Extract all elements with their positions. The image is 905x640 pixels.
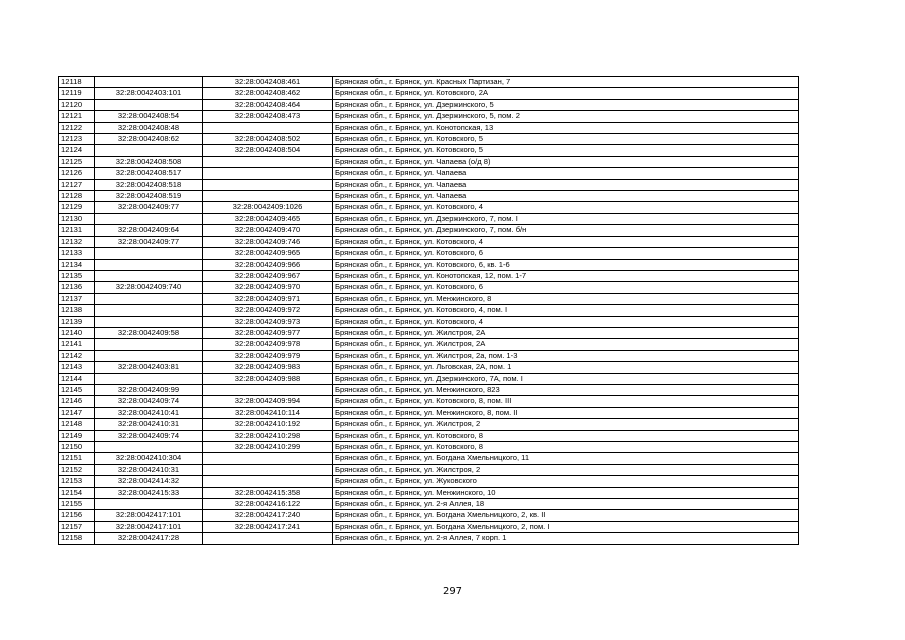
table-row bbox=[59, 521, 799, 532]
table-row bbox=[59, 202, 799, 213]
row-number-cell: 12122 bbox=[59, 122, 95, 133]
table-row bbox=[59, 179, 799, 190]
cadastral-number-cell: 32:28:0042408:62 bbox=[95, 134, 203, 145]
table-row bbox=[59, 362, 799, 373]
table-row bbox=[59, 510, 799, 521]
cadastral-number-cell bbox=[203, 464, 333, 475]
cadastral-number-cell: 32:28:0042409:972 bbox=[203, 305, 333, 316]
table-row bbox=[59, 111, 799, 122]
row-number-cell: 12125 bbox=[59, 156, 95, 167]
cadastral-number-cell bbox=[203, 384, 333, 395]
cadastral-number-cell bbox=[203, 191, 333, 202]
cadastral-number-cell: 32:28:0042409:58 bbox=[95, 327, 203, 338]
table-row bbox=[59, 533, 799, 544]
row-number-cell: 12131 bbox=[59, 225, 95, 236]
cadastral-number-cell: 32:28:0042409:970 bbox=[203, 282, 333, 293]
cadastral-number-cell: 32:28:0042410:192 bbox=[203, 419, 333, 430]
cadastral-number-cell bbox=[203, 179, 333, 190]
address-cell: Брянская обл., г. Брянск, ул. Котовского, 4, пом. I bbox=[333, 305, 799, 316]
row-number-cell: 12150 bbox=[59, 442, 95, 453]
table-row bbox=[59, 339, 799, 350]
table-row bbox=[59, 373, 799, 384]
cadastral-number-cell bbox=[95, 373, 203, 384]
table-row bbox=[59, 316, 799, 327]
table-row bbox=[59, 282, 799, 293]
table-row bbox=[59, 259, 799, 270]
cadastral-number-cell: 32:28:0042410:31 bbox=[95, 464, 203, 475]
address-cell: Брянская обл., г. Брянск, ул. Котовского, 6, кв. 1-6 bbox=[333, 259, 799, 270]
table-row bbox=[59, 419, 799, 430]
cadastral-number-cell bbox=[95, 442, 203, 453]
address-cell: Брянская обл., г. Брянск, ул. Котовского, 6 bbox=[333, 248, 799, 259]
row-number-cell: 12140 bbox=[59, 327, 95, 338]
row-number-cell: 12119 bbox=[59, 88, 95, 99]
row-number-cell: 12152 bbox=[59, 464, 95, 475]
address-cell: Брянская обл., г. Брянск, ул. 2-я Аллея, 7 корп. 1 bbox=[333, 533, 799, 544]
cadastral-number-cell: 32:28:0042409:470 bbox=[203, 225, 333, 236]
address-cell: Брянская обл., г. Брянск, ул. Богдана Хмельницкого, 2, пом. I bbox=[333, 521, 799, 532]
cadastral-number-cell: 32:28:0042408:519 bbox=[95, 191, 203, 202]
cadastral-number-cell: 32:28:0042409:973 bbox=[203, 316, 333, 327]
table-row bbox=[59, 236, 799, 247]
cadastral-number-cell: 32:28:0042410:298 bbox=[203, 430, 333, 441]
table-row bbox=[59, 168, 799, 179]
address-cell: Брянская обл., г. Брянск, ул. Котовского, 2А bbox=[333, 88, 799, 99]
address-cell: Брянская обл., г. Брянск, ул. Котовского, 4 bbox=[333, 236, 799, 247]
cadastral-number-cell: 32:28:0042410:304 bbox=[95, 453, 203, 464]
cadastral-number-cell: 32:28:0042416:122 bbox=[203, 499, 333, 510]
cadastral-number-cell: 32:28:0042408:461 bbox=[203, 77, 333, 88]
cadastral-number-cell: 32:28:0042408:462 bbox=[203, 88, 333, 99]
cadastral-number-cell: 32:28:0042409:77 bbox=[95, 236, 203, 247]
cadastral-number-cell bbox=[203, 156, 333, 167]
table-row bbox=[59, 134, 799, 145]
cadastral-number-cell: 32:28:0042409:1026 bbox=[203, 202, 333, 213]
row-number-cell: 12133 bbox=[59, 248, 95, 259]
row-number-cell: 12130 bbox=[59, 213, 95, 224]
cadastral-number-cell: 32:28:0042409:971 bbox=[203, 293, 333, 304]
cadastral-number-cell: 32:28:0042409:979 bbox=[203, 350, 333, 361]
address-cell: Брянская обл., г. Брянск, ул. Жилстроя, 2а, пом. 1-3 bbox=[333, 350, 799, 361]
page-number: 297 bbox=[442, 586, 463, 597]
row-number-cell: 12120 bbox=[59, 99, 95, 110]
cadastral-number-cell: 32:28:0042415:33 bbox=[95, 487, 203, 498]
address-cell: Брянская обл., г. Брянск, ул. Котовского, 8 bbox=[333, 430, 799, 441]
row-number-cell: 12149 bbox=[59, 430, 95, 441]
cadastral-number-cell: 32:28:0042417:101 bbox=[95, 521, 203, 532]
row-number-cell: 12154 bbox=[59, 487, 95, 498]
row-number-cell: 12156 bbox=[59, 510, 95, 521]
table-row bbox=[59, 191, 799, 202]
cadastral-number-cell: 32:28:0042415:358 bbox=[203, 487, 333, 498]
address-cell: Брянская обл., г. Брянск, ул. Чапаева bbox=[333, 191, 799, 202]
cadastral-number-cell: 32:28:0042409:965 bbox=[203, 248, 333, 259]
table-row bbox=[59, 476, 799, 487]
cadastral-number-cell bbox=[95, 77, 203, 88]
address-cell: Брянская обл., г. Брянск, ул. Менжинского, 10 bbox=[333, 487, 799, 498]
table-row bbox=[59, 350, 799, 361]
row-number-cell: 12135 bbox=[59, 270, 95, 281]
cadastral-number-cell: 32:28:0042409:746 bbox=[203, 236, 333, 247]
table-row bbox=[59, 499, 799, 510]
table-row bbox=[59, 293, 799, 304]
table-row bbox=[59, 88, 799, 99]
cadastral-number-cell: 32:28:0042408:502 bbox=[203, 134, 333, 145]
row-number-cell: 12143 bbox=[59, 362, 95, 373]
row-number-cell: 12158 bbox=[59, 533, 95, 544]
cadastral-number-cell: 32:28:0042409:994 bbox=[203, 396, 333, 407]
address-cell: Брянская обл., г. Брянск, ул. Богдана Хмельницкого, 11 bbox=[333, 453, 799, 464]
cadastral-number-cell: 32:28:0042409:74 bbox=[95, 430, 203, 441]
cadastral-number-cell: 32:28:0042417:28 bbox=[95, 533, 203, 544]
cadastral-number-cell bbox=[203, 453, 333, 464]
row-number-cell: 12134 bbox=[59, 259, 95, 270]
address-cell: Брянская обл., г. Брянск, ул. Чапаева (о/д 8) bbox=[333, 156, 799, 167]
table-row bbox=[59, 384, 799, 395]
address-cell: Брянская обл., г. Брянск, ул. Богдана Хмельницкого, 2, кв. II bbox=[333, 510, 799, 521]
row-number-cell: 12153 bbox=[59, 476, 95, 487]
row-number-cell: 12128 bbox=[59, 191, 95, 202]
table-row bbox=[59, 270, 799, 281]
cadastral-number-cell: 32:28:0042409:966 bbox=[203, 259, 333, 270]
cadastral-number-cell: 32:28:0042409:74 bbox=[95, 396, 203, 407]
address-cell: Брянская обл., г. Брянск, ул. Конотопская, 12, пом. 1-7 bbox=[333, 270, 799, 281]
table-row bbox=[59, 453, 799, 464]
row-number-cell: 12145 bbox=[59, 384, 95, 395]
cadastral-number-cell: 32:28:0042408:517 bbox=[95, 168, 203, 179]
cadastral-number-cell: 32:28:0042409:77 bbox=[95, 202, 203, 213]
cadastral-number-cell bbox=[95, 248, 203, 259]
row-number-cell: 12144 bbox=[59, 373, 95, 384]
table-row bbox=[59, 145, 799, 156]
cadastral-number-cell: 32:28:0042409:64 bbox=[95, 225, 203, 236]
address-cell: Брянская обл., г. Брянск, ул. Котовского, 8, пом. III bbox=[333, 396, 799, 407]
address-cell: Брянская обл., г. Брянск, ул. Жилстроя, 2 bbox=[333, 419, 799, 430]
table-row bbox=[59, 442, 799, 453]
row-number-cell: 12155 bbox=[59, 499, 95, 510]
address-cell: Брянская обл., г. Брянск, ул. Котовского, 4 bbox=[333, 316, 799, 327]
address-cell: Брянская обл., г. Брянск, ул. Конотопская, 13 bbox=[333, 122, 799, 133]
cadastral-number-cell: 32:28:0042409:465 bbox=[203, 213, 333, 224]
address-cell: Брянская обл., г. Брянск, ул. Дзержинского, 5, пом. 2 bbox=[333, 111, 799, 122]
cadastral-number-cell: 32:28:0042410:41 bbox=[95, 407, 203, 418]
address-cell: Брянская обл., г. Брянск, ул. Дзержинского, 5 bbox=[333, 99, 799, 110]
cadastral-number-cell bbox=[95, 499, 203, 510]
cadastral-number-cell bbox=[95, 259, 203, 270]
cadastral-number-cell: 32:28:0042409:977 bbox=[203, 327, 333, 338]
cadastral-number-cell: 32:28:0042408:48 bbox=[95, 122, 203, 133]
row-number-cell: 12139 bbox=[59, 316, 95, 327]
table-row bbox=[59, 305, 799, 316]
address-cell: Брянская обл., г. Брянск, ул. Чапаева bbox=[333, 179, 799, 190]
table-row bbox=[59, 225, 799, 236]
table-row bbox=[59, 327, 799, 338]
address-cell: Брянская обл., г. Брянск, ул. Менжинского, 8, пом. II bbox=[333, 407, 799, 418]
row-number-cell: 12127 bbox=[59, 179, 95, 190]
row-number-cell: 12157 bbox=[59, 521, 95, 532]
cadastral-number-cell: 32:28:0042417:241 bbox=[203, 521, 333, 532]
cadastral-number-cell bbox=[203, 476, 333, 487]
address-cell: Брянская обл., г. Брянск, ул. Дзержинского, 7А, пом. I bbox=[333, 373, 799, 384]
table-row bbox=[59, 464, 799, 475]
row-number-cell: 12132 bbox=[59, 236, 95, 247]
cadastral-number-cell bbox=[95, 270, 203, 281]
cadastral-number-cell bbox=[95, 305, 203, 316]
row-number-cell: 12126 bbox=[59, 168, 95, 179]
cadastral-number-cell: 32:28:0042403:101 bbox=[95, 88, 203, 99]
address-cell: Брянская обл., г. Брянск, ул. Жилстроя, 2А bbox=[333, 339, 799, 350]
cadastral-number-cell bbox=[95, 350, 203, 361]
address-cell: Брянская обл., г. Брянск, ул. Котовского, 5 bbox=[333, 134, 799, 145]
address-cell: Брянская обл., г. Брянск, ул. Менжинского, 8 bbox=[333, 293, 799, 304]
cadastral-number-cell bbox=[95, 213, 203, 224]
registry-table bbox=[58, 76, 799, 545]
address-cell: Брянская обл., г. Брянск, ул. 2-я Аллея, 18 bbox=[333, 499, 799, 510]
cadastral-number-cell bbox=[203, 168, 333, 179]
cadastral-number-cell: 32:28:0042410:114 bbox=[203, 407, 333, 418]
row-number-cell: 12121 bbox=[59, 111, 95, 122]
cadastral-number-cell: 32:28:0042417:101 bbox=[95, 510, 203, 521]
cadastral-number-cell: 32:28:0042409:988 bbox=[203, 373, 333, 384]
address-cell: Брянская обл., г. Брянск, ул. Котовского, 8 bbox=[333, 442, 799, 453]
cadastral-number-cell bbox=[95, 339, 203, 350]
address-cell: Брянская обл., г. Брянск, ул. Чапаева bbox=[333, 168, 799, 179]
cadastral-number-cell: 32:28:0042403:81 bbox=[95, 362, 203, 373]
address-cell: Брянская обл., г. Брянск, ул. Жуковского bbox=[333, 476, 799, 487]
table-row bbox=[59, 487, 799, 498]
row-number-cell: 12118 bbox=[59, 77, 95, 88]
cadastral-number-cell: 32:28:0042408:473 bbox=[203, 111, 333, 122]
row-number-cell: 12148 bbox=[59, 419, 95, 430]
cadastral-number-cell: 32:28:0042408:504 bbox=[203, 145, 333, 156]
row-number-cell: 12147 bbox=[59, 407, 95, 418]
cadastral-number-cell: 32:28:0042409:740 bbox=[95, 282, 203, 293]
cadastral-number-cell: 32:28:0042408:464 bbox=[203, 99, 333, 110]
table-row bbox=[59, 99, 799, 110]
cadastral-number-cell: 32:28:0042410:31 bbox=[95, 419, 203, 430]
cadastral-number-cell bbox=[95, 293, 203, 304]
registry-table-body bbox=[59, 77, 799, 545]
table-row bbox=[59, 430, 799, 441]
table-row bbox=[59, 213, 799, 224]
cadastral-number-cell: 32:28:0042408:54 bbox=[95, 111, 203, 122]
row-number-cell: 12129 bbox=[59, 202, 95, 213]
address-cell: Брянская обл., г. Брянск, ул. Котовского, 6 bbox=[333, 282, 799, 293]
address-cell: Брянская обл., г. Брянск, ул. Льговская, 2А, пом. 1 bbox=[333, 362, 799, 373]
address-cell: Брянская обл., г. Брянск, ул. Красных Партизан, 7 bbox=[333, 77, 799, 88]
cadastral-number-cell: 32:28:0042408:518 bbox=[95, 179, 203, 190]
address-cell: Брянская обл., г. Брянск, ул. Жилстроя, 2 bbox=[333, 464, 799, 475]
table-row bbox=[59, 248, 799, 259]
cadastral-number-cell bbox=[95, 145, 203, 156]
row-number-cell: 12137 bbox=[59, 293, 95, 304]
row-number-cell: 12138 bbox=[59, 305, 95, 316]
cadastral-number-cell bbox=[95, 316, 203, 327]
cadastral-number-cell bbox=[203, 533, 333, 544]
row-number-cell: 12151 bbox=[59, 453, 95, 464]
cadastral-number-cell bbox=[203, 122, 333, 133]
table-row bbox=[59, 396, 799, 407]
cadastral-number-cell: 32:28:0042409:967 bbox=[203, 270, 333, 281]
cadastral-number-cell: 32:28:0042409:978 bbox=[203, 339, 333, 350]
address-cell: Брянская обл., г. Брянск, ул. Котовского, 5 bbox=[333, 145, 799, 156]
cadastral-number-cell: 32:28:0042414:32 bbox=[95, 476, 203, 487]
address-cell: Брянская обл., г. Брянск, ул. Дзержинского, 7, пом. I bbox=[333, 213, 799, 224]
cadastral-number-cell: 32:28:0042410:299 bbox=[203, 442, 333, 453]
cadastral-number-cell: 32:28:0042409:983 bbox=[203, 362, 333, 373]
address-cell: Брянская обл., г. Брянск, ул. Менжинского, 823 bbox=[333, 384, 799, 395]
row-number-cell: 12146 bbox=[59, 396, 95, 407]
table-row bbox=[59, 122, 799, 133]
cadastral-number-cell: 32:28:0042417:240 bbox=[203, 510, 333, 521]
row-number-cell: 12136 bbox=[59, 282, 95, 293]
table-row bbox=[59, 156, 799, 167]
row-number-cell: 12142 bbox=[59, 350, 95, 361]
row-number-cell: 12141 bbox=[59, 339, 95, 350]
row-number-cell: 12124 bbox=[59, 145, 95, 156]
address-cell: Брянская обл., г. Брянск, ул. Котовского, 4 bbox=[333, 202, 799, 213]
address-cell: Брянская обл., г. Брянск, ул. Дзержинского, 7, пом. б/н bbox=[333, 225, 799, 236]
table-row bbox=[59, 407, 799, 418]
cadastral-number-cell: 32:28:0042409:99 bbox=[95, 384, 203, 395]
table-row bbox=[59, 77, 799, 88]
row-number-cell: 12123 bbox=[59, 134, 95, 145]
cadastral-number-cell bbox=[95, 99, 203, 110]
address-cell: Брянская обл., г. Брянск, ул. Жилстроя, 2А bbox=[333, 327, 799, 338]
cadastral-number-cell: 32:28:0042408:508 bbox=[95, 156, 203, 167]
